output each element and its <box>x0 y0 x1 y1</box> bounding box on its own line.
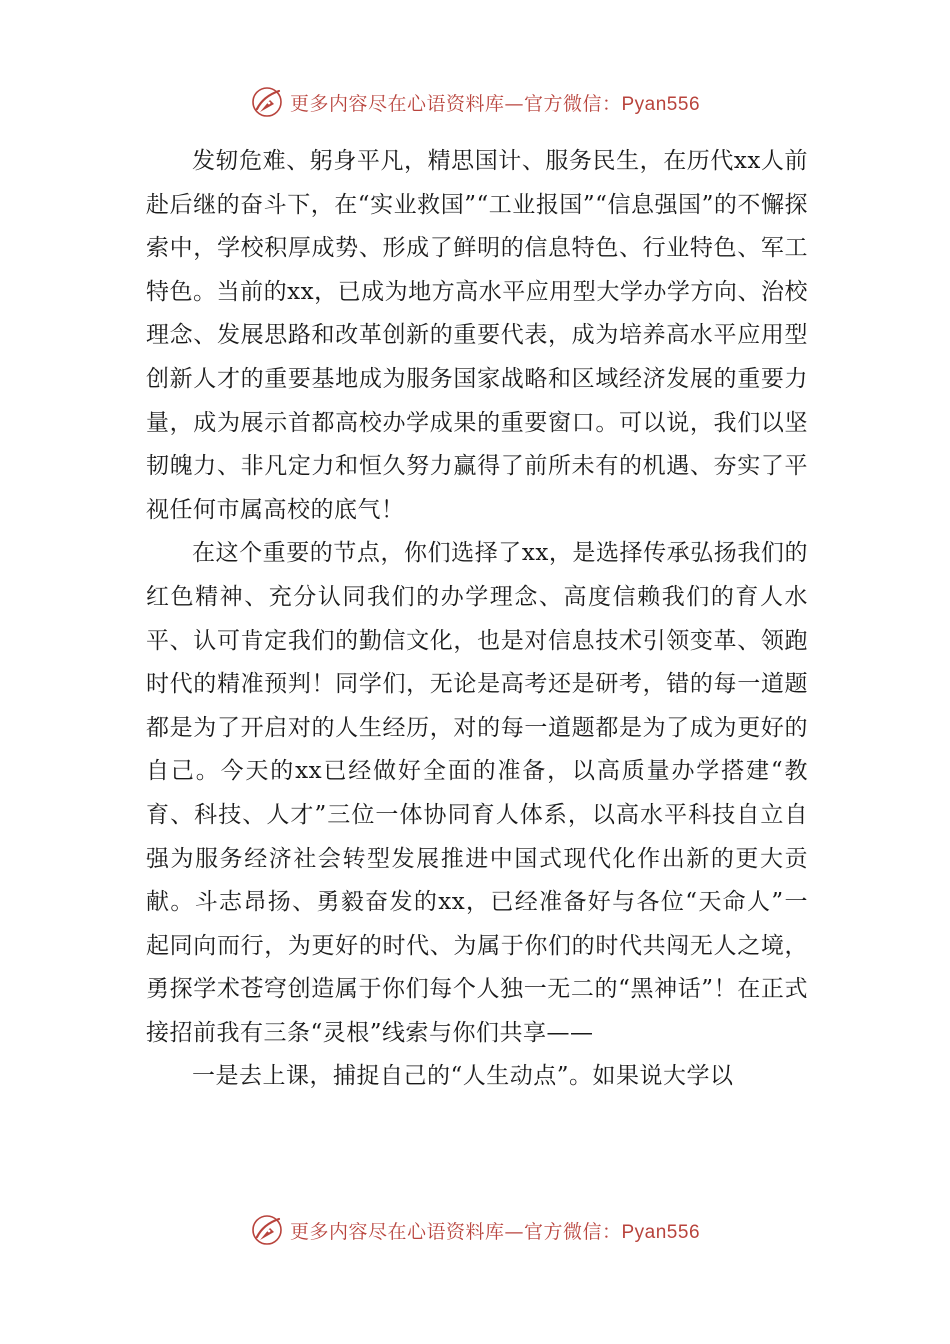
header-banner-label: 更多内容尽在心语资料库—官方微信： <box>289 92 622 115</box>
footer-banner-label: 更多内容尽在心语资料库—官方微信： <box>289 1220 622 1243</box>
header-banner <box>0 82 950 122</box>
footer-wechat-id: Pyan556 <box>621 1221 701 1243</box>
footer-banner <box>0 1210 950 1250</box>
paragraph-1: 发轫危难、躬身平凡，精思国计、服务民生，在历代xx人前赴后继的奋斗下，在“实业救国”“工业报国”“信息强国”的不懈探索中，学校积厚成势、形成了鲜明的信息特色、行业特色、军工特色。当前的xx，已成为地方高水平应用型大学办学方向、治校理念、发展思路和改革创新的重要代表，成为培养高水平应用型创新人才的重要基地成为服务国家战略和区域经济发展的重要力量，成为展示首都高校办学成果的重要窗口。可以说，我们以坚韧魄力、非凡定力和恒久努力赢得了前所未有的机遇、夯实了平视任何市属高校的底气！ <box>146 148 808 523</box>
paragraph-2: 在这个重要的节点，你们选择了xx，是选择传承弘扬我们的红色精神、充分认同我们的办学理念、高度信赖我们的育人水平、认可肯定我们的勤信文化，也是对信息技术引领变革、领跑时代的精准预判！同学们，无论是高考还是研考，错的每一道题都是为了开启对的人生经历，对的每一道题都是为了成为更好的自己。今天的xx已经做好全面的准备，以高质量办学搭建“教育、科技、人才”三位一体协同育人体系，以高水平科技自立自强为服务经济社会转型发展推进中国式现代化作出新的更大贡献。斗志昂扬、勇毅奋发的xx，已经准备好与各位“天命人”一起同向而行，为更好的时代、为属于你们的时代共闯无人之境，勇探学术苍穹创造属于你们每个人独一无二的“黑神话”！在正式接招前我有三条“灵根”线索与你们共享—— <box>146 540 808 1046</box>
pen-nib-logo-icon <box>250 1213 284 1247</box>
header-banner-text <box>290 89 700 116</box>
header-wechat-id: Pyan556 <box>621 93 701 115</box>
paragraph-3: 一是去上课，捕捉自己的“人生动点”。如果说大学以 <box>192 1063 734 1090</box>
footer-banner-text <box>290 1217 700 1244</box>
pen-nib-logo-icon <box>250 85 284 119</box>
document-body <box>146 140 808 1099</box>
